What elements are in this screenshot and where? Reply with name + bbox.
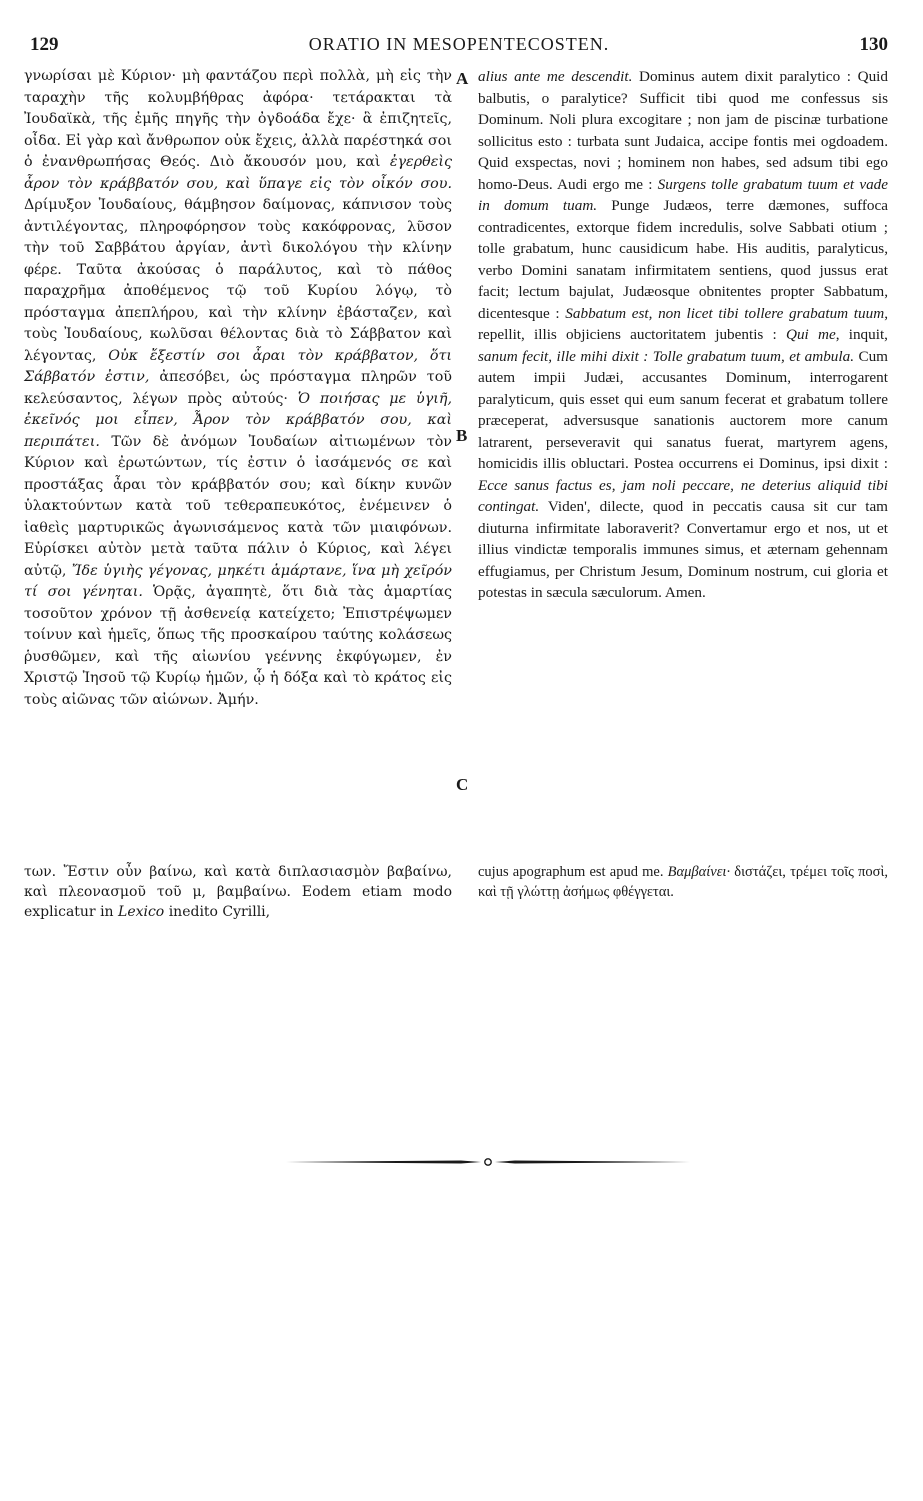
greek-text-column [24,66,452,711]
footnote-text: διστάζει, τρέμει τοῖς ποσὶ, καὶ τῇ γλώττῃ ἀσήμως φθέγγεται. [478,864,888,900]
latin-text-segment: Cum autem impii Judæi, accusantes Dominum, interrogarent paralyticum, quis esset qui eum sanum fecerat et grabatum tollere præceperat, adversusque sanationis auctorem more canum latrarent, perseveravit qui sanatus fuerat, martyrem agens, homicidis illis obluctari. Postea occurrens ei Dominus, ipsi dixit : [478,347,888,472]
latin-quote: alius ante me descendit. [478,68,633,85]
greek-text-segment: Ὁρᾷς, ἀγαπητὲ, ὅτι διὰ τὰς ἁμαρτίας τοσοῦτον χρόνον τῇ ἀσθενείᾳ κατείχετο; Ἐπιστρέψωμεν τοίνυν καὶ ἡμεῖς, ὅπως τῆς προσκαίρου ταύτης κολάσεως ῥυσθῶμεν, καὶ τῆς αἰωνίου γεέννης ἐκφύγωμεν, ἐν Χριστῷ Ἰησοῦ τῷ Κυρίῳ ἡμῶν, ᾧ ἡ δόξα καὶ τὸ κράτος εἰς τοὺς αἰῶνας τῶν αἰώνων. Ἀμήν. [24,584,452,708]
footnote-text: των. Ἔστιν οὖν βαίνω, καὶ κατὰ διπλασιασμὸν βαβαίνω, καὶ πλεονασμοῦ τοῦ μ, βαμβαίνω. Eodem etiam modo explicatur in [24,864,452,920]
latin-text-segment: , inquit, [835,326,888,343]
latin-text-segment: , repellit, illis objiciens auctoritatem jubentis : [478,304,888,343]
page-header [30,34,888,60]
greek-text-segment: Τῶν δὲ ἀνόμων Ἰουδαίων αἰτιωμένων τὸν Κύριον καὶ ἐρωτώντων, τίς ἐστιν ὁ ἰασάμενός σε καὶ προστάξας ἆραι τὸν κράββατόν σου; καὶ δίκην κυνῶν ὑλακτούντων κατὰ τοῦ τεθεραπευκότος, ἐνέμεινεν ὁ ἰαθεὶς μαρτυρικῶς ἀγωνισάμενος κατὰ τῶν μιαιφόνων. Εὑρίσκει αὐτὸν μετὰ ταῦτα πάλιν ὁ Κύριος, καὶ λέγει αὐτῷ, [24,433,452,579]
greek-paragraph [24,66,452,711]
running-title: ORATIO IN MESOPENTECOSTEN. [308,34,610,54]
latin-paragraph [478,66,888,604]
latin-quote: Ecce sanus factus es, jam noli peccare, ne deterius aliquid tibi contingat. [478,476,888,515]
right-page-number: 130 [859,34,888,55]
section-marker-c: C [456,775,469,794]
footnote-right [478,862,888,902]
greek-quote: Ἴδε ὑγιὴς γέγονας, μηκέτι ἁμάρτανε, ἵνα μὴ χεῖρόν τί σοι γένηται. [24,562,452,600]
greek-text-segment: Δρίμυξον Ἰουδαίους, θάμβησον δαίμονας, κάπνισον τοὺς ἀντιλέγοντας, πληροφόρησον τοὺς κακόφρονας, λῦσον τὴν τοῦ Σαββάτου ἀργίαν, ἀντὶ δικολόγου τὴν κλίνην φέρε. Ταῦτα ἀκούσας ὁ παράλυτος, καὶ τὸ πάθος παραχρῆμα ἀποθέμενος τῷ τοῦ Κυρίου λόγῳ, τὸ πρόσταγμα ἀπεπλήρου, καὶ τὴν κλίνην ἐβάσταζεν, καὶ τοὺς Ἰουδαίους, κωλῦσαι θέλοντας διὰ τὸ Σάββατον καὶ λέγοντας, [24,197,452,364]
latin-text-column [478,66,888,604]
latin-text-segment: Viden', dilecte, quod in peccatis causa sit cur tam diuturna infirmitate laboraverit? Convertamur ergo et nos, ut et illius vindictæ temporalis immunes simus, et æternam gehennam effugiamus, per Christum Jesum, Dominum nostrum, cui gloria et potestas in sæcula sæculorum. Amen. [478,498,888,601]
footnote-left [24,862,452,922]
greek-quote: ἐγερθεὶς ἆρον τὸν κράββατόν σου, καὶ ὕπαγε εἰς τὸν οἶκόν σου. [24,154,452,192]
footnote-italic: Lexico [118,904,165,920]
greek-quote: Οὐκ ἔξεστίν σοι ἆραι τὸν κράββατον, ὅτι Σάββατόν ἐστιν, [24,347,452,385]
footnote-text: cujus apographum est apud me. [478,864,668,880]
footnote-text: inedito Cyrilli, [164,904,271,920]
left-page-number: 129 [30,34,59,55]
end-ornament-rule [286,1155,690,1169]
latin-quote: sanum fecit, ille mihi dixit : Tolle grabatum tuum, et ambula. [478,347,854,365]
greek-quote: Ὁ ποιήσας με ὑγιῆ, ἐκεῖνός μοι εἶπεν, Ἆρον τὸν κράββατόν σου, καὶ περιπάτει. [24,390,452,450]
greek-text-segment: γνωρίσαι μὲ Κύριον· μὴ φαντάζου περὶ πολλὰ, μὴ εἰς τὴν ταραχὴν τῆς κολυμβήθρας ἀφόρα· τετάρακται τὰ Ἰουδαϊκὰ, τῆς ἐμῆς πηγῆς τὴν ὀγδοάδα ἔχε· ἃ ἐπιζητεῖς, οἶδα. Εἰ γὰρ καὶ ἄνθρωπον οὐκ ἔχεις, ἀλλὰ παρέστηκά σοι ὁ ἐνανθρωπήσας Θεός. Διὸ ἄκουσόν μου, καὶ [24,68,452,170]
latin-text-segment: Dominus autem dixit paralytico : Quid balbutis, o paralytice? Sufficit tibi quod me confessus sis Dominum. Noli plura excogitare ; non jam de piscinæ turbatione sollicitus esto : turbata sunt Judaica, accipe fontis mei ogdoadem. Quid exspectas, novi ; hominem non habes, sed adsum tibi ego homo-Deus. Audi ergo me : [478,68,888,193]
footnote-italic: Βαμβαίνει· [667,864,731,880]
section-marker-b: B [456,426,468,445]
latin-text-segment: Punge Judæos, terre dæmones, suffoca contradicentes, extorque fidem incredulis, solve Sabbati otium ; tolle grabatum, hunc causidicum habe. His auditis, paralyticus, verbo Domini sanatam infirmitatem sentiens, quod jussus erat facit; lectum bajulat, Judæosque obnitentes propter Sabbatum, dicentesque : [478,197,888,322]
latin-quote: Sabbatum est, non licet tibi tollere grabatum tuum [565,304,885,322]
section-marker-a: A [456,69,469,88]
greek-text-segment: ἀπεσόβει, ὡς πρόσταγμα πληρῶν τοῦ κελεύσαντος, λέγων πρὸς αὐτούς· [24,369,453,407]
latin-quote: Qui me [786,326,836,343]
latin-quote: Surgens tolle grabatum tuum et vade in domum tuam. [478,175,888,214]
